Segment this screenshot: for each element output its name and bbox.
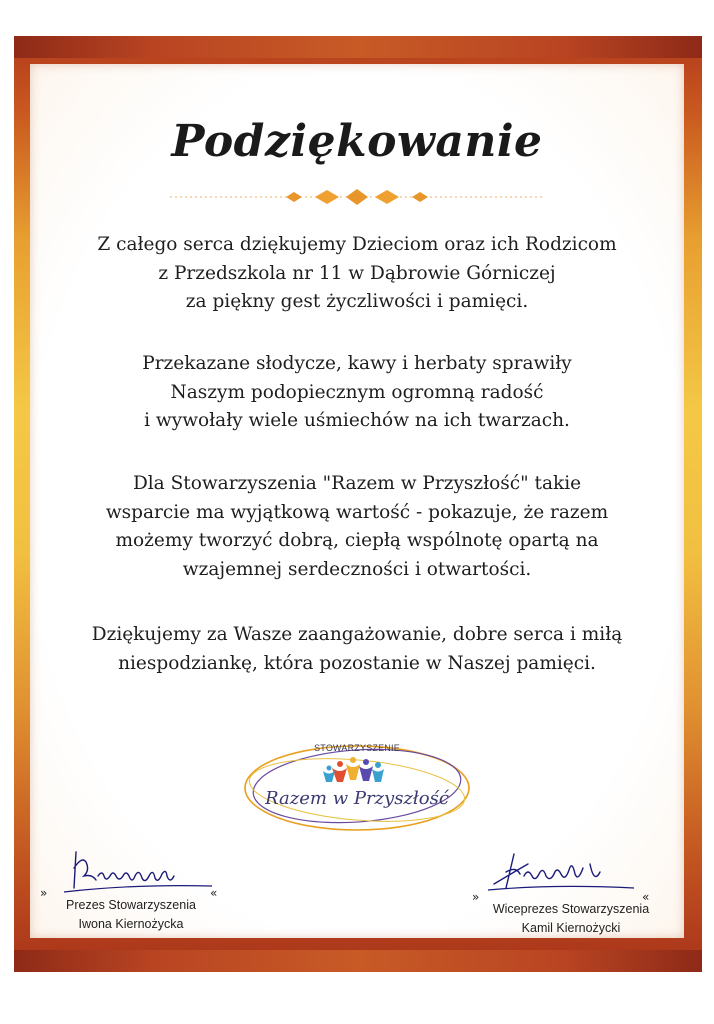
signature-right-marker: » [472,890,480,904]
signature-right-marker-end: « [642,890,650,904]
logo-top-text: STOWARZYSZENIE [314,743,400,753]
page-title: Podziękowanie [171,116,543,167]
signature-left-marker-end: « [210,886,218,900]
signature-left-marker: » [40,886,48,900]
signatory-role: Wiceprezes Stowarzyszenia [492,902,650,916]
signatory-name: Kamil Kiernożycki [521,921,621,935]
association-logo [237,730,477,840]
signature-right [484,848,644,900]
paragraph-thanks [40,231,674,317]
text-line: i wywołały wiele uśmiechów na ich twarzach. [144,410,570,431]
text-line: Przekazane słodycze, kawy i herbaty sprawiły [142,353,572,374]
signatory-role: Prezes Stowarzyszenia [66,898,196,912]
text-line: Z całego serca dziękujemy Dzieciom oraz ich Rodzicom [97,234,617,255]
logo-name: Razem w Przyszłość [265,788,449,809]
people-figures-icon [323,757,384,782]
text-line: Naszym podopiecznym ogromną radość [170,381,544,403]
signature-right-block [476,900,666,938]
text-line: niespodziankę, która pozostanie w Naszej pamięci. [118,652,596,674]
paragraph-association [40,470,674,584]
text-line: wzajemnej serdeczności i otwartości. [182,558,532,580]
divider-ornament [170,186,544,208]
paragraph-gifts [40,350,674,436]
text-line: możemy tworzyć dobrą, ciepłą wspólnotę opartą na [115,530,599,551]
text-line: z Przedszkola nr 11 w Dąbrowie Górniczej [158,262,556,284]
signature-left [62,848,222,900]
text-line: wsparcie ma wyjątkową wartość - pokazuje, że razem [105,501,609,523]
paragraph-closing [40,621,674,678]
signature-left-block [56,896,206,934]
text-line: Dla Stowarzyszenia "Razem w Przyszłość" takie [132,473,582,494]
text-line: Dziękujemy za Wasze zaangażowanie, dobre serca i miłą [91,624,623,645]
text-line: za piękny gest życzliwości i pamięci. [185,291,529,312]
signatory-name: Iwona Kiernożycka [78,917,184,931]
